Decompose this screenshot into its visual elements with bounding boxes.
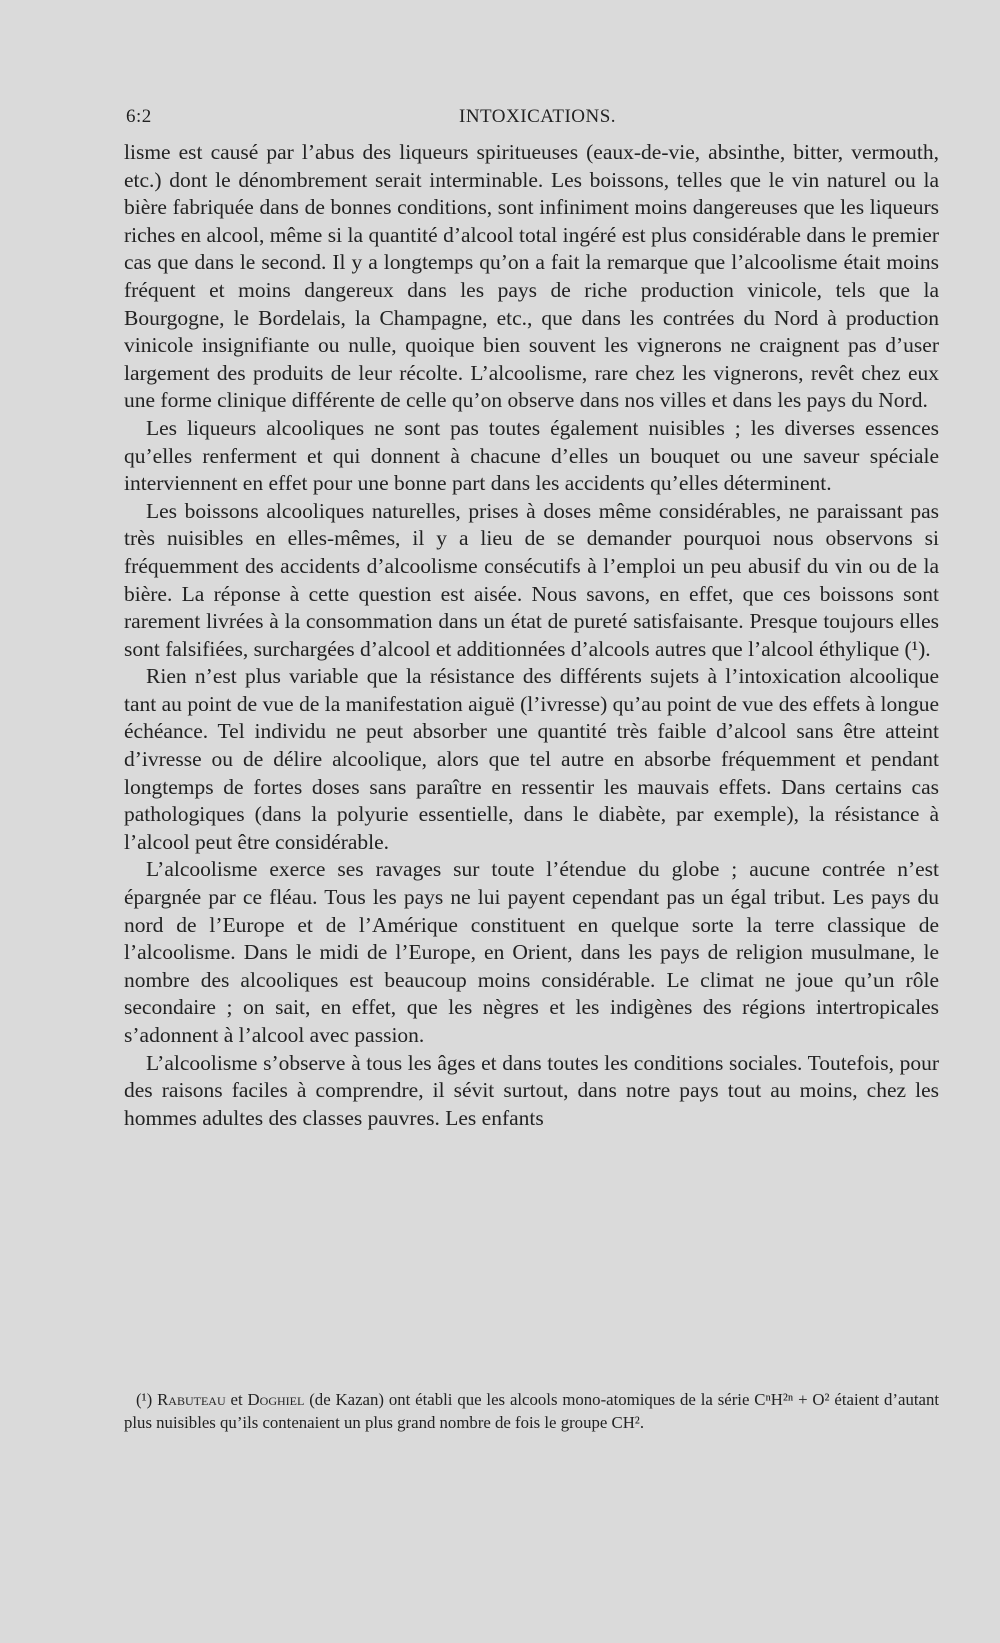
footnote-conjunction: et (230, 1390, 243, 1409)
footnotes (124, 1389, 939, 1434)
body-text (124, 139, 939, 1132)
page-number: 6:2 (126, 106, 152, 127)
running-header (124, 106, 944, 134)
paragraph-2: Les liqueurs alcooliques ne sont pas toutes également nuisibles ; les diverses essences qu’elles renferment et qui donnent à chacune d’elles un bouquet ou une saveur spéciale interviennent en effet pour une bonne part dans les accidents qu’elles déterminent. (124, 415, 939, 496)
footnote-text: (de Kazan) ont établi que les alcools mono-atomiques de la série CⁿH²ⁿ + O² étaient d’autant plus nuisibles qu’ils contenaient un plus grand nombre de fois le groupe CH². (124, 1390, 940, 1432)
running-title: INTOXICATIONS. (459, 106, 617, 127)
paragraph-6: L’alcoolisme s’observe à tous les âges et dans toutes les conditions sociales. Toutefois, pour des raisons faciles à comprendre, il sévit surtout, dans notre pays tout au moins, chez les hommes adultes des classes pauvres. Les enfants (124, 1050, 939, 1130)
footnote-author-1: Rabuteau (157, 1390, 226, 1409)
footnote-1 (124, 1389, 939, 1434)
footnote-marker: (¹) (136, 1390, 153, 1409)
paragraph-3: Les boissons alcooliques naturelles, prises à doses même considérables, ne paraissant pas très nuisibles en elles-mêmes, il y a lieu de se demander pourquoi nous observons si fréquemment des accidents d’alcoolisme consécutifs à l’emploi un peu abusif du vin ou de la bière. La réponse à cette question est aisée. Nous savons, en effet, que ces boissons sont rarement livrées à la consommation dans un état de pureté satisfaisante. Presque toujours elles sont falsifiées, surchargées d’alcool et additionnées d’alcools autres que l’alcool éthylique (¹). (124, 498, 939, 661)
paragraph-1: lisme est causé par l’abus des liqueurs spiritueuses (eaux-de-vie, absinthe, bitter, vermouth, etc.) dont le dénombrement serait interminable. Les boissons, telles que le vin naturel ou la bière fabriquée dans de bonnes conditions, sont infiniment moins dangereuses que les liqueurs riches en alcool, même si la quantité d’alcool total ingéré est plus considérable dans le premier cas que dans le second. Il y a longtemps qu’on a fait la remarque que l’alcoolisme était moins fréquent et moins dangereux dans les pays de riche production vinicole, tels que la Bourgogne, le Bordelais, la Champagne, etc., que dans les contrées du Nord à production vinicole insignifiante ou nulle, quoique bien souvent les vignerons ne craignent pas d’user largement des produits de leur récolte. L’alcoolisme, rare chez les vignerons, revêt chez eux une forme clinique différente de celle qu’on observe dans nos villes et dans les pays du Nord. (124, 140, 939, 413)
footnote-author-2: Doghiel (247, 1390, 305, 1409)
paragraph-5: L’alcoolisme exerce ses ravages sur toute l’étendue du globe ; aucune contrée n’est épargnée par ce fléau. Tous les pays ne lui payent cependant pas un égal tribut. Les pays du nord de l’Europe et de l’Amérique constituent en quelque sorte la terre classique de l’alcoolisme. Dans le midi de l’Europe, en Orient, dans les pays de religion musulmane, le nombre des alcooliques est beaucoup moins considérable. Le climat ne joue qu’un rôle secondaire ; on sait, en effet, que les nègres et les indigènes des régions intertropicales s’adonnent à l’alcool avec passion. (124, 857, 939, 1047)
paragraph-4: Rien n’est plus variable que la résistance des différents sujets à l’intoxication alcoolique tant au point de vue de la manifestation aiguë (l’ivresse) qu’au point de vue des effets à longue échéance. Tel individu ne peut absorber une quantité très faible d’alcool sans être atteint d’ivresse ou de délire alcoolique, alors que tel autre en absorbe fréquemment et pendant longtemps de fortes doses sans paraître en ressentir les mauvais effets. Dans certains cas pathologiques (dans la polyurie essentielle, dans le diabète, par exemple), la résistance à l’alcool peut être considérable. (124, 664, 939, 854)
